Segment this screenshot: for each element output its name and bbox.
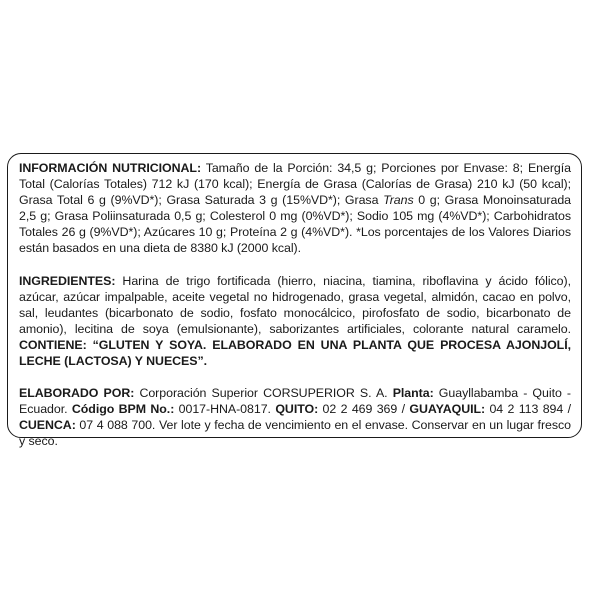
- guayaquil-phone-value: 04 2 113 894 /: [485, 402, 572, 417]
- ingredients-paragraph: [19, 273, 571, 370]
- storage-note: Ver lote y fecha de vencimiento en el envase. Conservar en un lugar fresco y seco.: [19, 418, 571, 449]
- bpm-code-value: 0017-HNA-0817.: [174, 402, 276, 417]
- product-label-panel: [7, 153, 582, 449]
- plant-label: Planta:: [392, 386, 434, 401]
- trans-fat-word: Trans: [383, 193, 414, 208]
- nutrition-text-part-2: 0 g; Grasa Monoinsaturada 2,5 g; Grasa Poliinsaturada 0,5 g; Colesterol 0 mg (0%VD*); Sodio 105 mg (4%VD*); Carbohidratos Totales 26 g (9%VD*); Azúcares 10 g; Proteína 2 g (4%VD*). *Los porcentajes de los Valores Diarios están basados en una dieta de 8380 kJ (2000 kcal).: [19, 193, 572, 256]
- nutrition-text-part-1: Tamaño de la Porción: 34,5 g; Porciones por Envase: 8; Energía Total (Calorías Totales) 712 kJ (170 kcal); Energía de Grasa (Calorías de Grasa) 210 kJ (50 kcal); Grasa Total 6 g (9%VD*); Grasa Saturada 3 g (15%VD*); Grasa: [19, 161, 571, 208]
- guayaquil-phone-label: GUAYAQUIL:: [409, 402, 486, 417]
- producer-paragraph: [19, 385, 571, 449]
- quito-phone-value: 02 2 469 369 /: [318, 402, 410, 417]
- cuenca-phone-value: 07 4 088 700.: [75, 418, 156, 433]
- plant-location: Guayllabamba - Quito - Ecuador.: [19, 386, 572, 417]
- nutrition-facts-paragraph: [19, 160, 571, 257]
- ingredients-heading: INGREDIENTES:: [19, 273, 116, 288]
- producer-company: Corporación Superior CORSUPERIOR S. A.: [134, 386, 393, 401]
- bpm-code-label: Código BPM No.:: [71, 402, 175, 417]
- ingredients-list: Harina de trigo fortificada (hierro, niacina, tiamina, riboflavina y ácido fólico), azúcar, azúcar impalpable, aceite vegetal no hidrogenado, grasa vegetal, almidón, cacao en polvo, sal, leudantes (bicarbonato de sodio, fosfato monocálcico, pirofosfato de sodio, bicarbonato de amonio), lecitina de soya (emulsionante), saborizantes artificiales, colorante natural caramelo.: [19, 273, 571, 336]
- nutrition-heading: INFORMACIÓN NUTRICIONAL:: [19, 161, 202, 175]
- cuenca-phone-label: CUENCA:: [19, 418, 76, 433]
- allergen-statement: CONTIENE: “GLUTEN Y SOYA. ELABORADO EN UNA PLANTA QUE PROCESA AJONJOLÍ, LECHE (LACTOSA) Y NUECES”.: [19, 337, 571, 369]
- producer-heading: ELABORADO POR:: [19, 386, 135, 401]
- quito-phone-label: QUITO:: [275, 402, 319, 417]
